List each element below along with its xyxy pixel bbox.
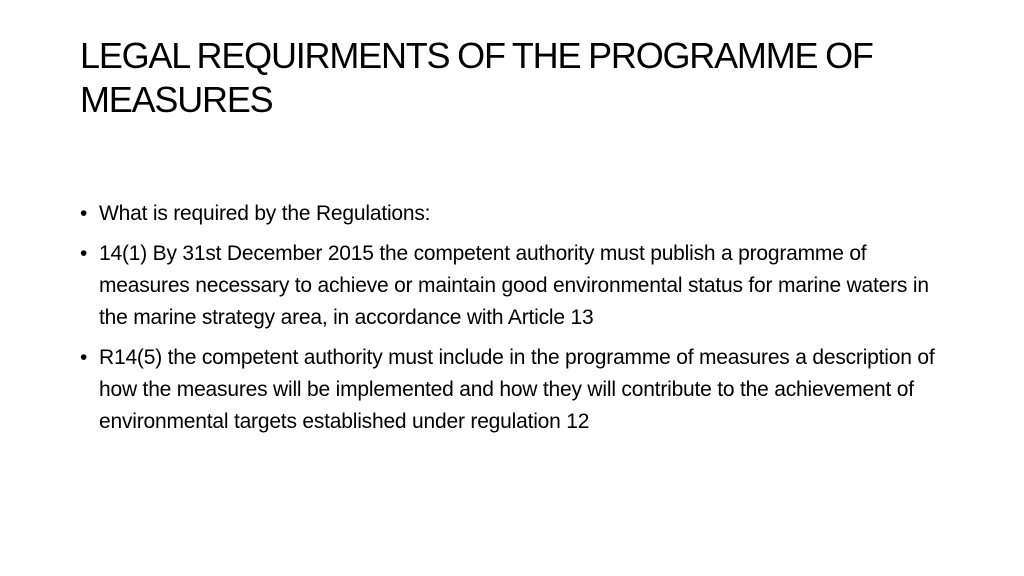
bullet-item [80, 238, 960, 334]
bullet-marker: • [80, 202, 88, 225]
bullet-list [80, 198, 960, 446]
bullet-text: R14(5) the competent authority must include in the programme of measures a description of how the measures will be implemented and how they will contribute to the achievement of environmental targets established under regulation 12 [99, 346, 935, 433]
bullet-marker: • [80, 242, 88, 265]
bullet-marker: • [80, 346, 88, 369]
bullet-item [80, 198, 960, 230]
slide-title: LEGAL REQUIRMENTS OF THE PROGRAMME OF MEASURES [80, 35, 873, 120]
bullet-text: 14(1) By 31st December 2015 the competent authority must publish a programme of measures necessary to achieve or maintain good environmental status for marine waters in the marine strategy area, in accordance with Article 13 [99, 242, 929, 329]
bullet-item [80, 342, 960, 438]
bullet-text: What is required by the Regulations: [99, 202, 431, 225]
